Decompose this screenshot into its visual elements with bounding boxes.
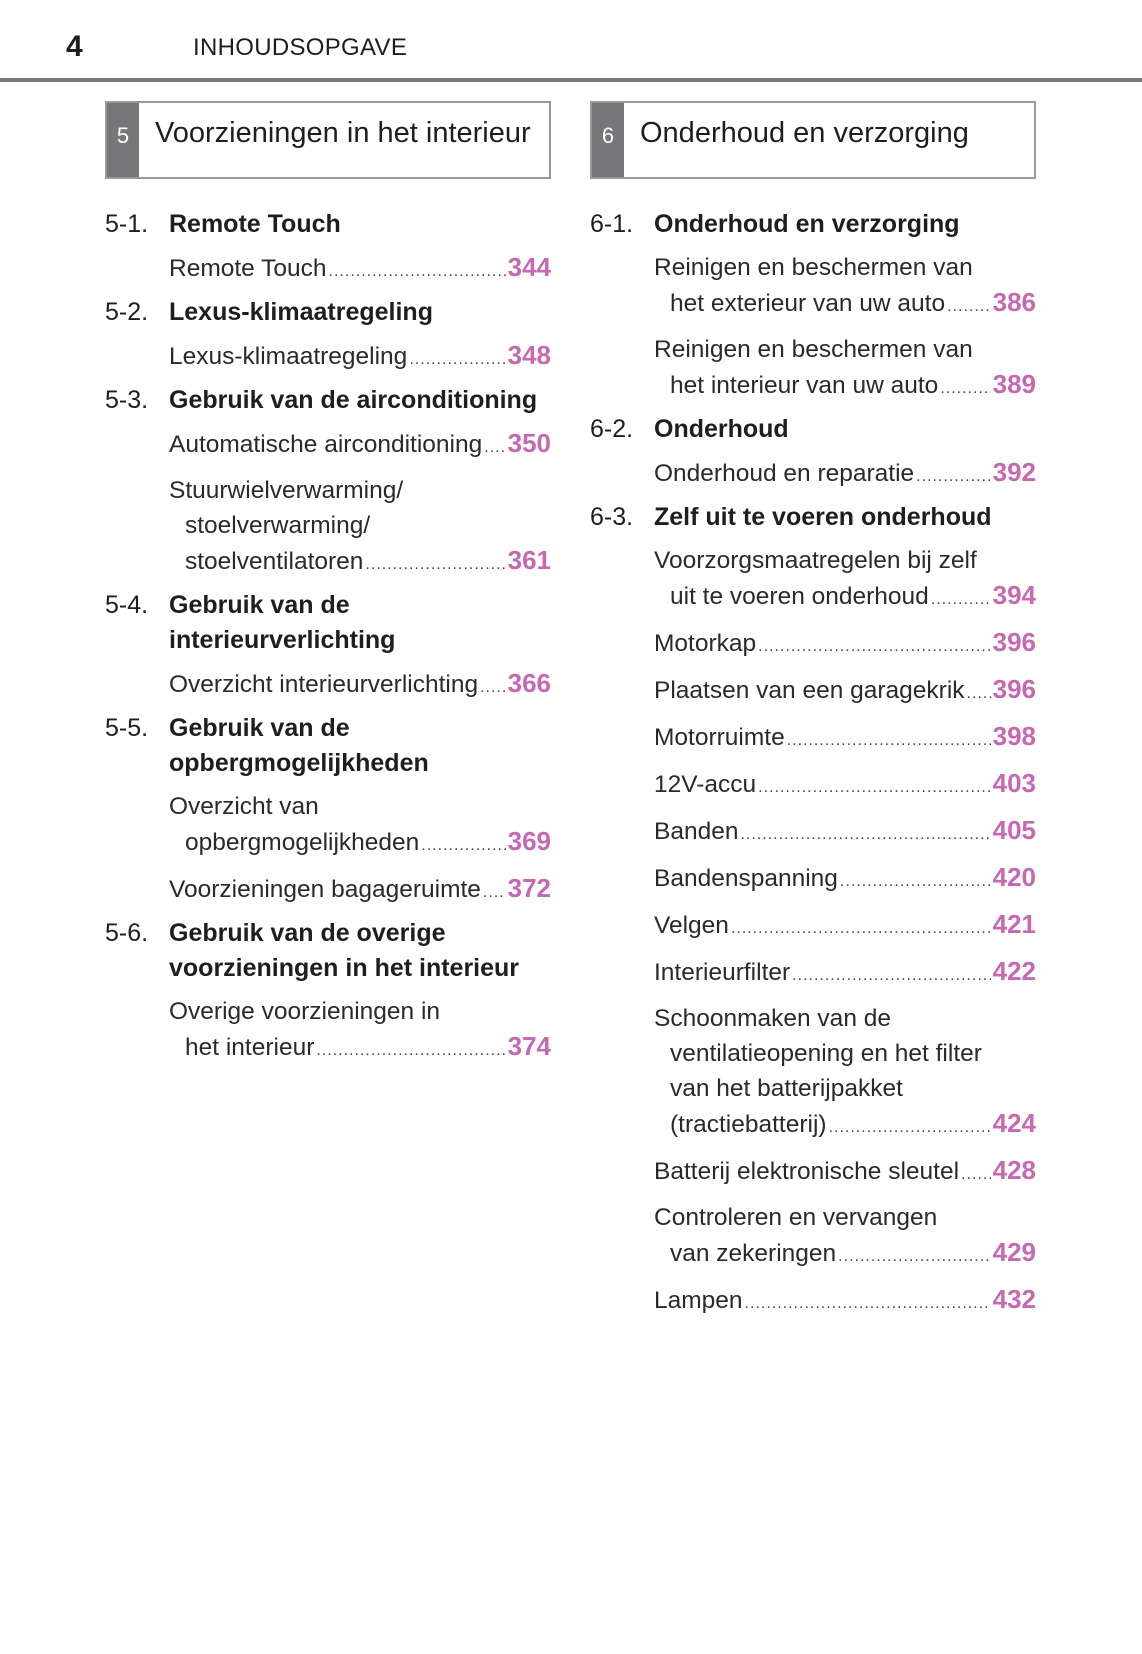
page-reference-link[interactable]: 405 <box>992 815 1036 845</box>
entry-line <box>654 954 1036 993</box>
section-title-line: Onderhoud en verzorging <box>654 210 960 238</box>
section-title-line: Lexus-klimaatregeling <box>169 298 433 326</box>
entry-line <box>169 543 551 582</box>
toc-entry[interactable] <box>169 426 551 465</box>
entry-line <box>654 719 1036 758</box>
entry-line <box>654 1235 1036 1274</box>
page-reference-link[interactable]: 350 <box>507 428 551 458</box>
entry-line <box>654 332 1036 367</box>
entry-line <box>169 338 551 377</box>
entry-text: Stuurwielverwarming/ <box>169 477 404 504</box>
entry-line <box>654 578 1036 617</box>
chapter-column <box>590 101 1036 1327</box>
entry-text: Bandenspanning <box>654 865 838 892</box>
dot-leader <box>740 817 990 852</box>
entry-line <box>654 1001 1036 1036</box>
dot-leader <box>421 828 505 863</box>
page-reference-link[interactable]: 372 <box>507 873 551 903</box>
toc-entry[interactable] <box>654 1001 1036 1145</box>
dot-leader <box>480 670 506 705</box>
entry-text: het interieur <box>185 1034 315 1061</box>
section-number: 6-1. <box>590 210 634 238</box>
dot-leader <box>947 289 990 324</box>
dot-leader <box>916 459 990 494</box>
section-title-line: interieurverlichting <box>169 626 396 654</box>
dot-leader <box>829 1110 991 1145</box>
dot-leader <box>940 371 990 406</box>
entry-line <box>654 250 1036 285</box>
toc-entry[interactable] <box>654 860 1036 899</box>
entry-line <box>169 473 551 508</box>
toc-entry[interactable] <box>654 672 1036 711</box>
entry-text: Velgen <box>654 912 729 939</box>
entry-text: Lampen <box>654 1287 743 1314</box>
toc-entry[interactable] <box>654 813 1036 852</box>
entry-line <box>654 1106 1036 1145</box>
page-reference-link[interactable]: 366 <box>507 668 551 698</box>
entry-text: Plaatsen van een garagekrik <box>654 677 965 704</box>
dot-leader <box>931 582 991 617</box>
section-title-line: Gebruik van de airconditioning <box>169 386 538 414</box>
entry-line <box>654 860 1036 899</box>
entry-text: Overzicht van <box>169 793 319 820</box>
page-reference-link[interactable]: 396 <box>992 674 1036 704</box>
dot-leader <box>731 911 991 946</box>
dot-leader <box>484 430 505 465</box>
section-heading[interactable] <box>105 207 551 242</box>
section-title-line: Gebruik van de overige <box>169 919 446 947</box>
section-heading[interactable] <box>105 295 551 330</box>
page-reference-link[interactable]: 386 <box>992 287 1036 317</box>
page-reference-link[interactable]: 392 <box>992 457 1036 487</box>
entry-line <box>654 367 1036 406</box>
section-title-line: opbergmogelijkheden <box>169 749 429 777</box>
page-reference-link[interactable]: 394 <box>992 580 1036 610</box>
dot-leader <box>409 342 505 377</box>
page-reference-link[interactable]: 374 <box>507 1031 551 1061</box>
toc-entry[interactable] <box>654 455 1036 494</box>
entry-text: Motorruimte <box>654 724 785 751</box>
page-reference-link[interactable]: 432 <box>992 1284 1036 1314</box>
toc-entry[interactable] <box>169 871 551 910</box>
page-reference-link[interactable]: 422 <box>992 956 1036 986</box>
section-number: 5-2. <box>105 298 149 326</box>
entry-text: Automatische airconditioning <box>169 431 483 458</box>
dot-leader <box>365 547 505 582</box>
page-reference-link[interactable]: 396 <box>992 627 1036 657</box>
entry-text: het exterieur van uw auto <box>670 290 946 317</box>
toc-entry[interactable] <box>654 719 1036 758</box>
section-title-line: Gebruik van de <box>169 591 350 619</box>
dot-leader <box>792 958 990 993</box>
section-heading[interactable] <box>105 916 551 986</box>
page-reference-link[interactable]: 398 <box>992 721 1036 751</box>
entry-text: Overzicht interieurverlichting <box>169 671 479 698</box>
section-title <box>654 500 1036 535</box>
toc-entry[interactable] <box>169 994 551 1068</box>
entry-line <box>654 625 1036 664</box>
section-number: 5-6. <box>105 919 149 947</box>
section-number: 5-5. <box>105 714 149 742</box>
toc-entry[interactable] <box>654 766 1036 805</box>
chapter-title: Voorzieningen in het interieur <box>155 117 531 149</box>
section-title <box>169 295 551 330</box>
page-reference-link[interactable]: 428 <box>992 1155 1036 1185</box>
page-reference-link[interactable]: 389 <box>992 369 1036 399</box>
dot-leader <box>758 629 990 664</box>
entry-text: van zekeringen <box>670 1240 837 1267</box>
page-reference-link[interactable]: 344 <box>507 252 551 282</box>
entry-line <box>169 789 551 824</box>
toc-entry[interactable] <box>169 338 551 377</box>
entry-text: ventilatieopening en het filter <box>670 1040 982 1067</box>
entry-text: Remote Touch <box>169 255 327 282</box>
entry-line <box>654 907 1036 946</box>
section-heading[interactable] <box>590 412 1036 447</box>
entry-text: (tractiebatterij) <box>670 1111 827 1138</box>
toc-entry[interactable] <box>169 473 551 582</box>
chapter-column <box>105 101 551 1074</box>
entry-text: Lexus-klimaatregeling <box>169 343 408 370</box>
entry-line <box>654 1282 1036 1321</box>
dot-leader <box>838 1239 990 1274</box>
toc-section <box>590 412 1036 494</box>
entry-text: Reinigen en beschermen van <box>654 336 973 363</box>
chapter-title: Onderhoud en verzorging <box>640 117 969 149</box>
entry-line <box>169 994 551 1029</box>
entry-text: Reinigen en beschermen van <box>654 254 973 281</box>
dot-leader <box>787 723 991 758</box>
entry-text: Controleren en vervangen <box>654 1204 938 1231</box>
toc-section <box>105 383 551 582</box>
section-heading[interactable] <box>590 500 1036 535</box>
section-title-line: Gebruik van de <box>169 714 350 742</box>
chapter-number-tab: 6 <box>592 103 624 177</box>
page-header <box>0 0 1142 82</box>
entry-text: Banden <box>654 818 739 845</box>
entry-line <box>654 543 1036 578</box>
toc-entry[interactable] <box>654 1200 1036 1274</box>
entry-line <box>169 871 551 910</box>
section-heading[interactable] <box>105 711 551 781</box>
section-heading[interactable] <box>105 383 551 418</box>
section-title <box>169 916 551 986</box>
toc-entry[interactable] <box>169 789 551 863</box>
entry-line <box>654 1200 1036 1235</box>
entry-line <box>654 1036 1036 1071</box>
dot-leader <box>745 1286 991 1321</box>
toc-entry[interactable] <box>654 907 1036 946</box>
section-title <box>654 412 1036 447</box>
section-title-line: voorzieningen in het interieur <box>169 954 520 982</box>
entry-line <box>169 508 551 543</box>
section-number: 6-3. <box>590 503 634 531</box>
entry-text: stoelverwarming/ <box>185 512 371 539</box>
entry-text: Voorzieningen bagageruimte <box>169 876 481 903</box>
dot-leader <box>840 864 991 899</box>
dot-leader <box>329 254 506 289</box>
entry-line <box>654 1153 1036 1192</box>
toc-entry[interactable] <box>654 1153 1036 1192</box>
entry-text: stoelventilatoren <box>185 548 364 575</box>
toc-entry[interactable] <box>654 543 1036 617</box>
chapter-number-tab: 5 <box>107 103 139 177</box>
page-number: 4 <box>66 30 83 63</box>
section-title-line: Onderhoud <box>654 415 789 443</box>
toc-section <box>105 207 551 289</box>
entry-line <box>654 766 1036 805</box>
toc-entry[interactable] <box>654 625 1036 664</box>
entry-text: uit te voeren onderhoud <box>670 583 929 610</box>
dot-leader <box>758 770 990 805</box>
entry-text: Interieurfilter <box>654 959 791 986</box>
section-title <box>654 207 1036 242</box>
section-heading[interactable] <box>590 207 1036 242</box>
entry-text: Batterij elektronische sleutel <box>654 1158 960 1185</box>
entry-line <box>169 1029 551 1068</box>
dot-leader <box>316 1033 505 1068</box>
section-title <box>169 207 551 242</box>
dot-leader <box>483 875 506 910</box>
section-number: 5-4. <box>105 591 149 619</box>
entry-text: Voorzorgsmaatregelen bij zelf <box>654 547 977 574</box>
page-reference-link[interactable]: 429 <box>992 1237 1036 1267</box>
entry-text: opbergmogelijkheden <box>185 829 420 856</box>
section-number: 6-2. <box>590 415 634 443</box>
toc-section <box>105 588 551 705</box>
entry-line <box>654 672 1036 711</box>
entry-text: Onderhoud en reparatie <box>654 460 915 487</box>
chapter-header <box>105 101 551 179</box>
entry-line <box>169 426 551 465</box>
page-reference-link[interactable]: 420 <box>992 862 1036 892</box>
section-title <box>169 588 551 658</box>
dot-leader <box>961 1157 991 1192</box>
page-reference-link[interactable]: 403 <box>992 768 1036 798</box>
toc-entry[interactable] <box>654 954 1036 993</box>
toc-entry[interactable] <box>654 1282 1036 1321</box>
entry-line <box>654 455 1036 494</box>
entry-line <box>654 285 1036 324</box>
page-reference-link[interactable]: 424 <box>992 1108 1036 1138</box>
page-reference-link[interactable]: 369 <box>507 826 551 856</box>
entry-text: Motorkap <box>654 630 757 657</box>
chapter-header <box>590 101 1036 179</box>
section-number: 5-3. <box>105 386 149 414</box>
entry-line <box>654 813 1036 852</box>
section-title-line: Zelf uit te voeren onderhoud <box>654 503 992 531</box>
header-title: INHOUDSOPGAVE <box>193 34 408 61</box>
toc-section <box>105 711 551 910</box>
toc-entry[interactable] <box>169 666 551 705</box>
entry-text: Schoonmaken van de <box>654 1005 891 1032</box>
entry-line <box>169 250 551 289</box>
toc-section <box>590 500 1036 1321</box>
toc-entry[interactable] <box>654 332 1036 406</box>
toc-section <box>105 295 551 377</box>
entry-text: het interieur van uw auto <box>670 372 939 399</box>
section-title <box>169 383 551 418</box>
entry-text: van het batterijpakket <box>670 1075 903 1102</box>
toc-section <box>590 207 1036 406</box>
entry-line <box>654 1071 1036 1106</box>
section-title <box>169 711 551 781</box>
page-reference-link[interactable]: 421 <box>992 909 1036 939</box>
section-heading[interactable] <box>105 588 551 658</box>
entry-text: 12V-accu <box>654 771 757 798</box>
page-reference-link[interactable]: 361 <box>507 545 551 575</box>
header-divider <box>0 78 1142 82</box>
toc-entry[interactable] <box>654 250 1036 324</box>
entry-text: Overige voorzieningen in <box>169 998 441 1025</box>
toc-section <box>105 916 551 1068</box>
section-title-line: Remote Touch <box>169 210 341 238</box>
dot-leader <box>967 676 991 711</box>
section-number: 5-1. <box>105 210 149 238</box>
entry-line <box>169 666 551 705</box>
toc-entry[interactable] <box>169 250 551 289</box>
page-reference-link[interactable]: 348 <box>507 340 551 370</box>
entry-line <box>169 824 551 863</box>
